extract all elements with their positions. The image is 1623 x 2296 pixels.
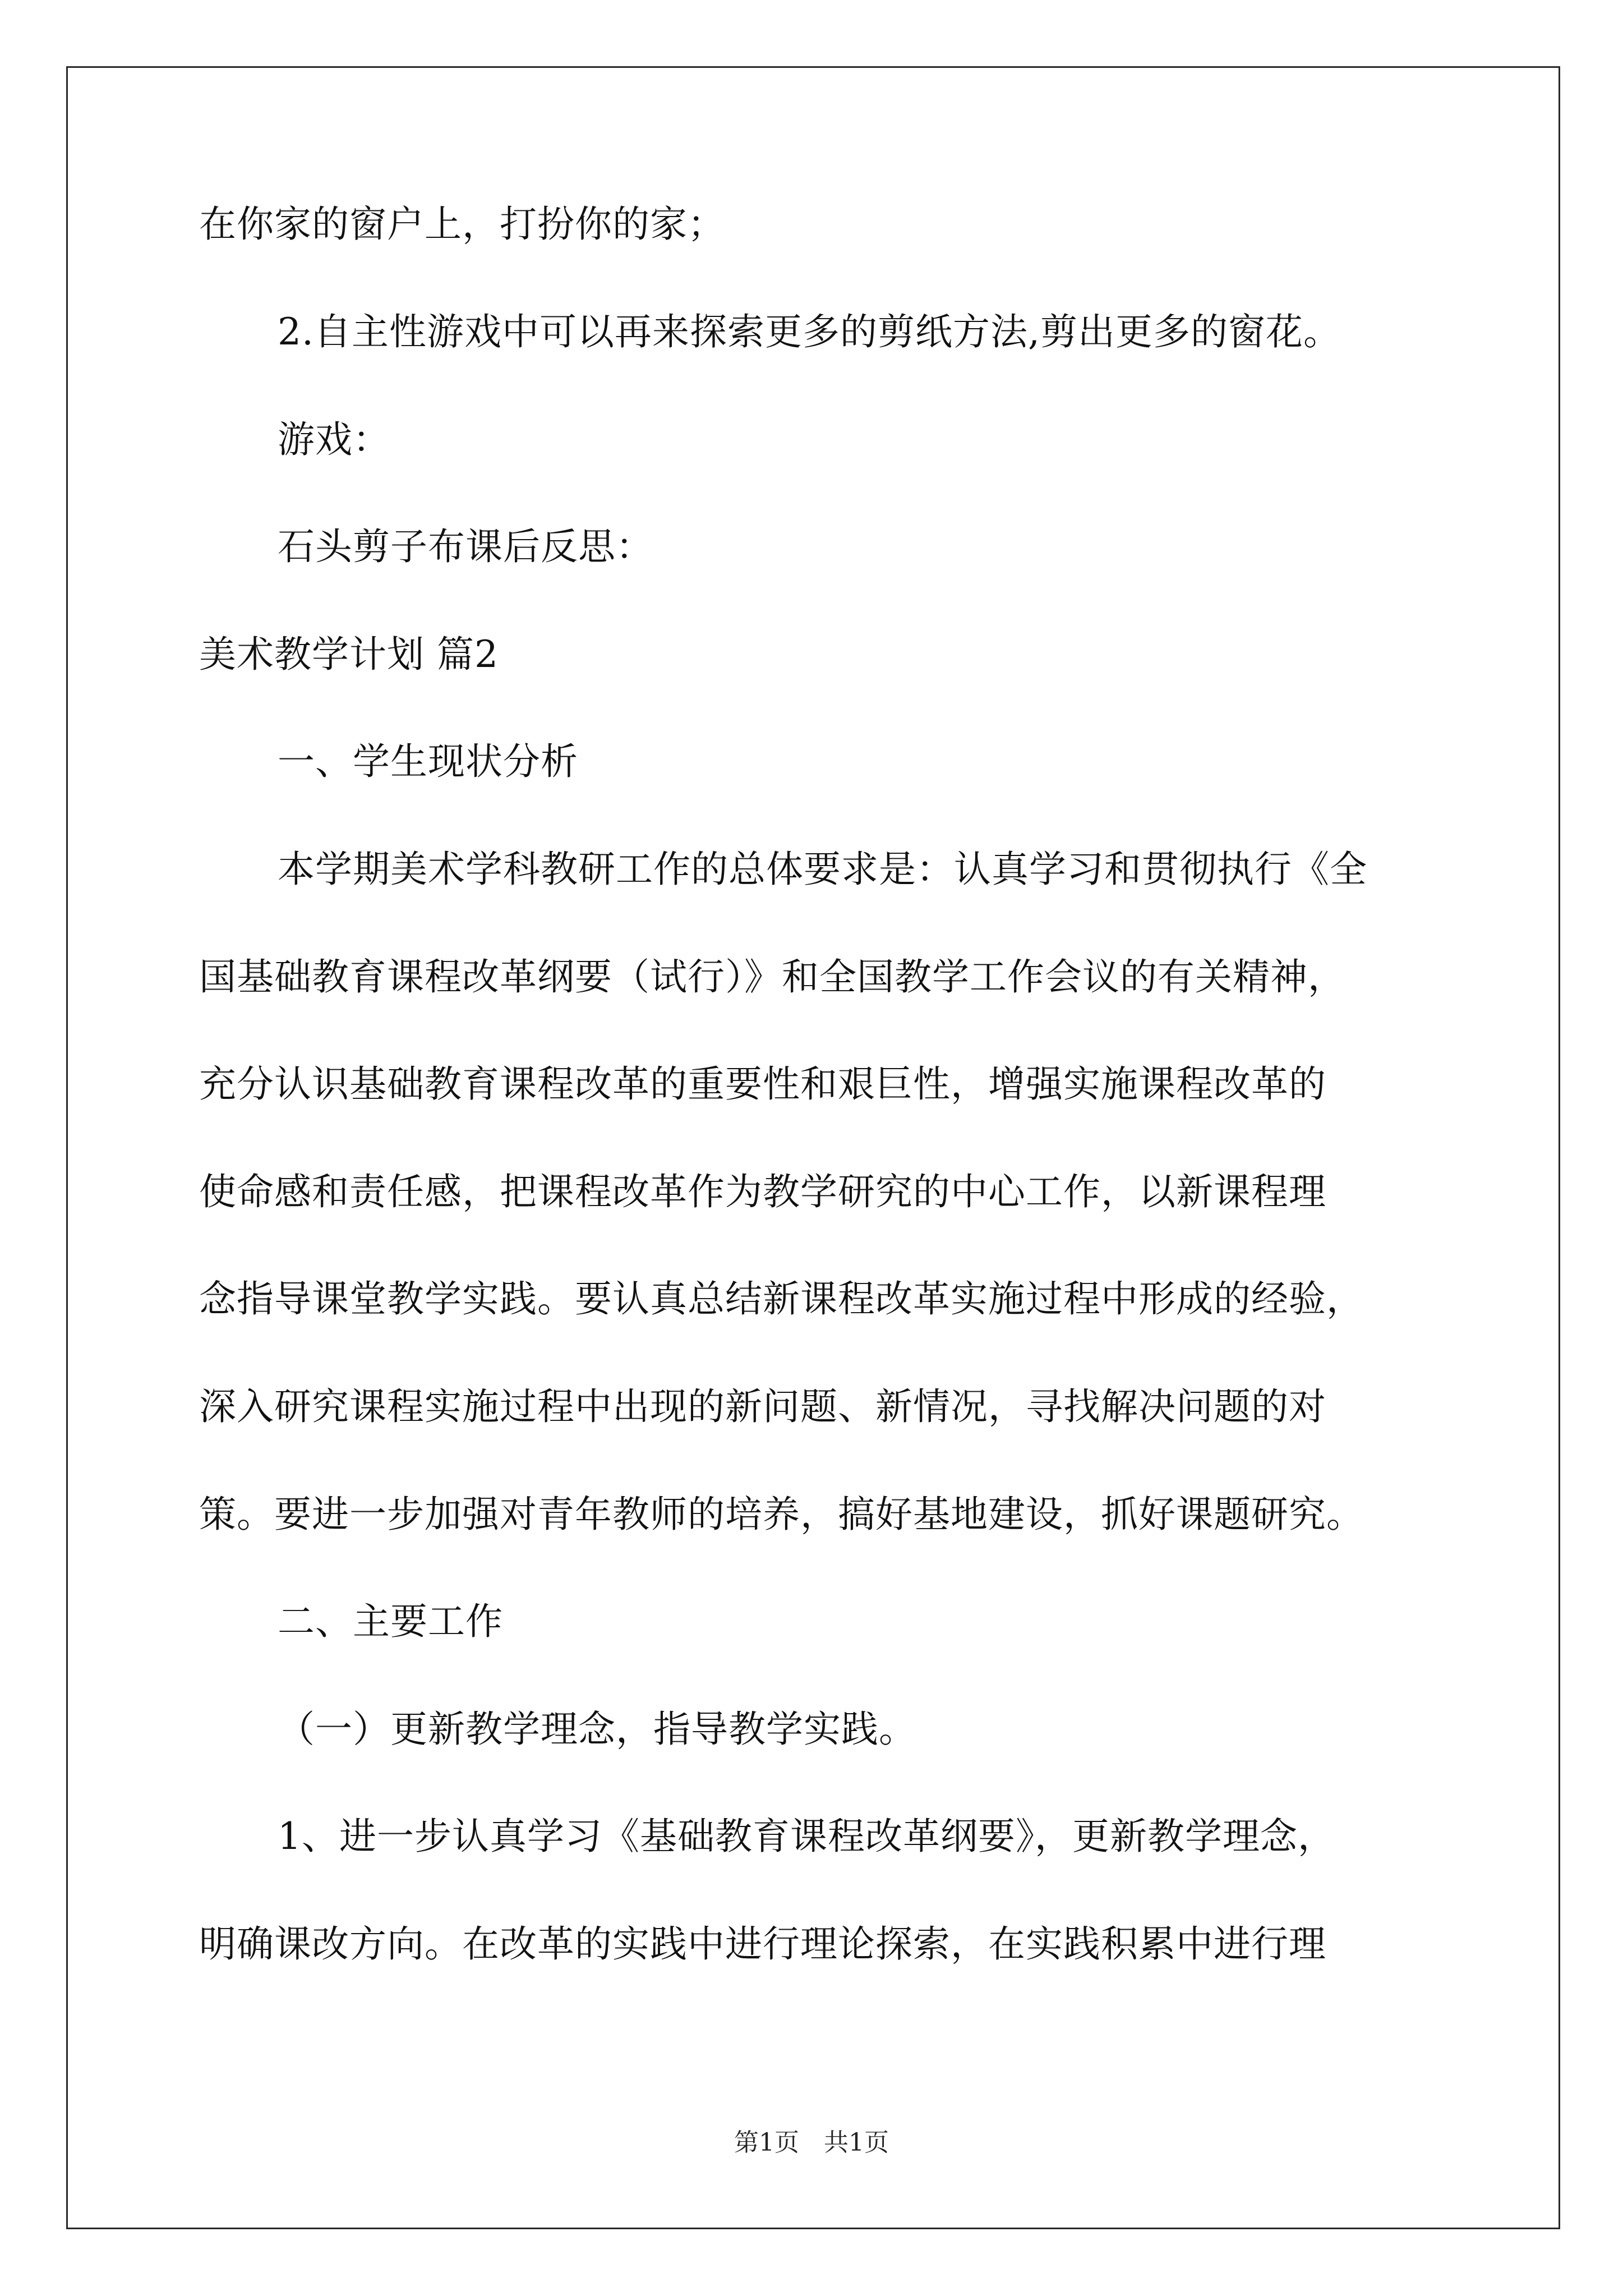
- section-heading: 美术教学计划 篇2: [199, 633, 499, 676]
- body-text-line: （一）更新教学理念，指导教学实践。: [278, 1708, 916, 1751]
- body-text-line: 深入研究课程实施过程中出现的新问题、新情况，寻找解决问题的对: [199, 1385, 1326, 1428]
- subsection-heading: 二、主要工作: [278, 1600, 503, 1643]
- body-text-line: 本学期美术学科教研工作的总体要求是：认真学习和贯彻执行《全: [278, 848, 1367, 891]
- body-text-line: 使命感和责任感，把课程改革作为教学研究的中心工作，以新课程理: [199, 1170, 1326, 1213]
- body-text-line: 石头剪子布课后反思：: [278, 525, 653, 568]
- body-text-line: 明确课改方向。在改革的实践中进行理论探索，在实践积累中进行理: [199, 1922, 1326, 1966]
- body-text-line: 2.自主性游戏中可以再来探索更多的剪纸方法,剪出更多的窗花。: [278, 310, 1341, 353]
- body-text-line: 游戏：: [278, 418, 390, 461]
- body-text-line: 念指导课堂教学实践。要认真总结新课程改革实施过程中形成的经验，: [199, 1277, 1364, 1320]
- body-text-line: 策。要进一步加强对青年教师的培养，搞好基地建设，抓好课题研究。: [199, 1493, 1364, 1536]
- body-text-line: 1、进一步认真学习《基础教育课程改革纲要》，更新教学理念，: [278, 1815, 1335, 1858]
- subsection-heading: 一、学生现状分析: [278, 740, 578, 783]
- body-text-line: 在你家的窗户上，打扮你的家；: [199, 203, 725, 246]
- page-footer: 第1页 共1页: [734, 2128, 889, 2157]
- body-text-line: 国基础教育课程改革纲要（试行）》和全国教学工作会议的有关精神，: [199, 955, 1345, 999]
- body-text-line: 充分认识基础教育课程改革的重要性和艰巨性，增强实施课程改革的: [199, 1062, 1326, 1106]
- page-border: [66, 66, 1560, 2229]
